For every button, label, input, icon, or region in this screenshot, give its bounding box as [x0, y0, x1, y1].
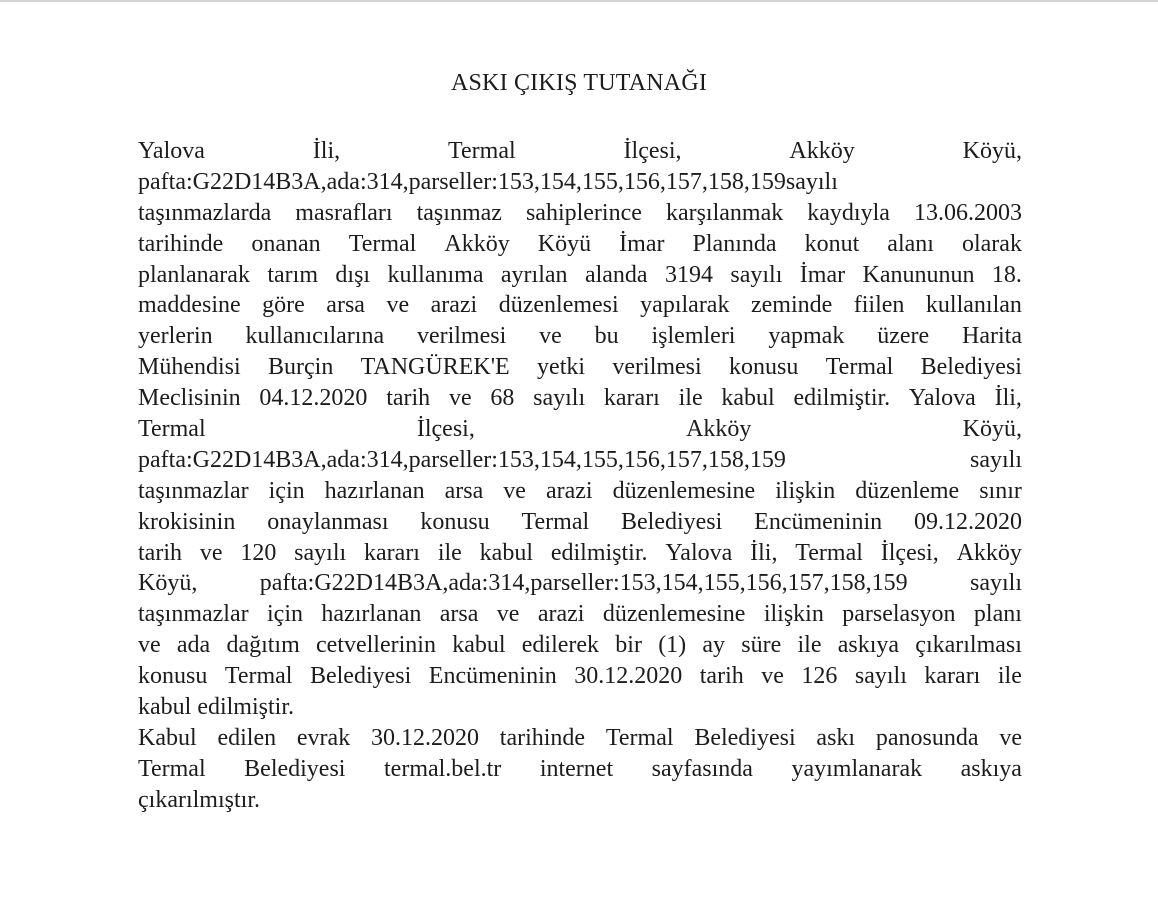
- document-word: ile: [997, 663, 1022, 690]
- document-word: yetki: [537, 354, 586, 381]
- document-word: Belediyesi: [309, 663, 412, 690]
- document-word: çıkarılması: [915, 632, 1022, 659]
- document-word: ve: [448, 385, 472, 412]
- document-word: arsa: [326, 292, 365, 319]
- document-word: yayımlanarak: [791, 755, 923, 782]
- document-word: bu: [594, 323, 619, 350]
- document-word: sayılı: [294, 539, 347, 566]
- document-word: için: [267, 601, 304, 628]
- document-word: tarih: [386, 385, 431, 412]
- document-word: tarihinde: [138, 230, 224, 257]
- document-word: Termal: [825, 354, 894, 381]
- document-word: hazırlanan: [321, 601, 422, 628]
- document-word: Belediyesi: [920, 354, 1022, 381]
- document-line: [138, 445, 1022, 476]
- document-word: 09.12.2020: [913, 508, 1022, 535]
- document-word: İmar: [619, 230, 665, 257]
- document-word: parselasyon: [842, 601, 956, 628]
- document-word: fiilen: [853, 292, 905, 319]
- document-word: Yalova: [665, 539, 733, 566]
- document-word: Meclisinin: [138, 385, 241, 412]
- document-line: [138, 198, 1022, 229]
- document-line: [138, 476, 1022, 507]
- document-word: ve: [386, 292, 410, 319]
- document-word: Akköy: [444, 230, 510, 257]
- document-line: kabul edilmiştir.: [138, 694, 294, 721]
- document-word: ve: [999, 724, 1022, 751]
- document-word: Akköy: [789, 138, 855, 164]
- document-line: [138, 723, 1022, 754]
- document-word: 04.12.2020: [259, 385, 368, 412]
- document-word: Kabul: [138, 724, 197, 751]
- document-word: Encümeninin: [428, 663, 557, 690]
- document-word: sayılı: [970, 446, 1022, 473]
- document-word: kabul: [721, 385, 775, 412]
- document-word: İlçesi,: [623, 138, 682, 164]
- document-word: İli,: [750, 539, 778, 566]
- document-line: [138, 290, 1022, 321]
- document-word: konusu: [138, 663, 208, 690]
- document-word: termal.bel.tr: [384, 755, 502, 782]
- document-word: Belediyesi: [694, 724, 796, 751]
- document-word: taşınmazlar: [138, 601, 249, 628]
- document-word: ve: [539, 323, 562, 350]
- document-word: İli,: [312, 138, 341, 164]
- document-word: göre: [262, 292, 305, 319]
- document-line: [138, 661, 1022, 692]
- document-line: [138, 754, 1022, 785]
- document-line: [138, 229, 1022, 260]
- document-word: Köyü,: [962, 138, 1022, 164]
- document-line: [138, 321, 1022, 352]
- document-word: ayrılan: [500, 261, 568, 288]
- document-word: askıya: [837, 632, 900, 659]
- document-word: dağıtım: [226, 632, 300, 659]
- document-word: panosunda: [875, 724, 979, 751]
- document-word: edilmiştir.: [550, 539, 648, 566]
- document-word: internet: [539, 755, 614, 782]
- document-line: [138, 136, 1022, 167]
- document-word: Yalova: [138, 138, 205, 164]
- document-word: Kanununun: [862, 261, 975, 288]
- document-line: [138, 599, 1022, 630]
- document-word: sayılı: [533, 385, 586, 412]
- document-word: askı: [816, 724, 856, 751]
- document-word: sayılı: [730, 261, 783, 288]
- document-word: 18.: [991, 261, 1022, 288]
- document-word: alanı: [887, 230, 934, 257]
- document-word: düzenlemesine: [612, 477, 756, 504]
- document-word: İlçesi,: [880, 539, 939, 566]
- document-word: edilen: [217, 724, 277, 751]
- document-word: hazırlanan: [324, 477, 425, 504]
- document-word: edilmiştir.: [793, 385, 891, 412]
- document-word: sınır: [979, 477, 1022, 504]
- document-word: arazi: [537, 601, 585, 628]
- document-word: Encümeninin: [754, 508, 883, 535]
- document-word: için: [268, 477, 305, 504]
- document-word: (1): [658, 632, 687, 659]
- document-word: arazi: [545, 477, 593, 504]
- document-word: zeminde: [750, 292, 833, 319]
- document-word: taşınmazlar: [138, 477, 249, 504]
- document-word: karşılanmak: [665, 199, 784, 226]
- document-line: [138, 568, 1022, 599]
- document-word: Termal: [348, 230, 417, 257]
- document-word: işlemleri: [651, 323, 736, 350]
- document-word: sayılı: [970, 570, 1022, 597]
- document-word: 3194: [664, 261, 713, 288]
- document-word: planı: [973, 601, 1022, 628]
- document-line: [138, 630, 1022, 661]
- document-word: sayfasında: [651, 755, 753, 782]
- document-word: İmar: [799, 261, 846, 288]
- document-word: Termal: [138, 755, 206, 782]
- document-word: dışı: [335, 261, 371, 288]
- document-word: tarih: [699, 663, 744, 690]
- document-word: edilerek: [521, 632, 600, 659]
- document-word: İlçesi,: [416, 416, 475, 443]
- document-word: pafta:G22D14B3A,ada:314,parseller:153,154,155,156,157,158,159: [259, 570, 908, 597]
- document-word: ilişkin: [763, 601, 824, 628]
- document-word: Akköy: [956, 539, 1022, 566]
- document-word: Belediyesi: [244, 755, 346, 782]
- document-word: onanan: [251, 230, 321, 257]
- document-word: ile: [437, 539, 462, 566]
- document-word: konut: [804, 230, 860, 257]
- document-word: Burçin: [268, 354, 334, 381]
- document-word: üzere: [877, 323, 930, 350]
- document-word: arsa: [444, 477, 484, 504]
- document-word: Belediyesi: [621, 508, 723, 535]
- document-word: ilişkin: [775, 477, 836, 504]
- document-word: ay: [702, 632, 726, 659]
- document-word: ile: [678, 385, 703, 412]
- document-word: tarih: [138, 539, 182, 566]
- document-word: kabul: [479, 539, 533, 566]
- document-word: 30.12.2020: [370, 724, 479, 751]
- document-word: TANGÜREK'E: [360, 354, 510, 381]
- document-word: askıya: [960, 755, 1022, 782]
- document-line: [138, 414, 1022, 445]
- document-word: bir: [615, 632, 642, 659]
- document-word: arazi: [430, 292, 478, 319]
- document-word: taşınmaz: [416, 199, 502, 226]
- document-word: düzenleme: [855, 477, 960, 504]
- document-line: [138, 167, 1022, 198]
- document-word: olarak: [961, 230, 1022, 257]
- document-word: Köyü: [537, 230, 592, 257]
- document-word: planlanarak: [138, 261, 250, 288]
- document-word: Mühendisi: [138, 354, 241, 381]
- document-word: pafta:G22D14B3A,ada:314,parseller:153,154,155,156,157,158,159sayılı: [138, 168, 838, 195]
- document-word: Harita: [962, 323, 1022, 350]
- document-word: evrak: [296, 724, 351, 751]
- document-word: 30.12.2020: [574, 663, 683, 690]
- document-word: Planında: [692, 230, 777, 257]
- document-word: konusu: [729, 354, 799, 381]
- document-word: ve: [496, 601, 520, 628]
- top-border-rule: [0, 0, 1158, 2]
- document-word: Akköy: [686, 416, 752, 443]
- document-word: sahiplerince: [525, 199, 642, 226]
- document-word: Termal: [795, 539, 863, 566]
- document-word: arsa: [439, 601, 479, 628]
- document-line: [138, 260, 1022, 291]
- document-word: sayılı: [854, 663, 907, 690]
- document-word: 68: [490, 385, 515, 412]
- document-line: [138, 538, 1022, 569]
- document-word: Termal: [521, 508, 590, 535]
- document-word: Yalova: [908, 385, 976, 412]
- document-word: düzenlemesine: [602, 601, 746, 628]
- document-word: Köyü,: [138, 570, 198, 597]
- document-word: süre: [741, 632, 782, 659]
- document-word: tarım: [267, 261, 318, 288]
- document-word: konusu: [420, 508, 490, 535]
- document-word: ve: [199, 539, 223, 566]
- document-word: Köyü,: [962, 416, 1022, 443]
- document-word: Termal: [605, 724, 674, 751]
- document-word: 120: [240, 539, 277, 566]
- document-word: krokisinin: [138, 508, 236, 535]
- document-line: çıkarılmıştır.: [138, 786, 260, 813]
- document-word: kullanılan: [925, 292, 1022, 319]
- document-word: ve: [761, 663, 784, 690]
- document-word: Termal: [138, 416, 206, 443]
- document-word: ve: [503, 477, 526, 504]
- document-word: yapmak: [768, 323, 845, 350]
- document-line: [138, 352, 1022, 383]
- document-word: kullanıma: [387, 261, 484, 288]
- document-word: pafta:G22D14B3A,ada:314,parseller:153,154,155,156,157,158,159: [138, 446, 786, 473]
- document-word: kararı: [924, 663, 981, 690]
- document-word: ada: [176, 632, 211, 659]
- document-word: kararı: [364, 539, 420, 566]
- document-word: onaylanması: [267, 508, 389, 535]
- document-word: düzenlemesi: [498, 292, 619, 319]
- document-word: İli,: [994, 385, 1022, 412]
- document-word: 13.06.2003: [913, 199, 1022, 226]
- document-word: kaydıyla: [807, 199, 890, 226]
- document-word: verilmesi: [416, 323, 507, 350]
- document-word: maddesine: [138, 292, 241, 319]
- document-word: yapılarak: [640, 292, 730, 319]
- document-word: kabul: [452, 632, 506, 659]
- document-word: 126: [801, 663, 838, 690]
- document-word: Termal: [448, 138, 516, 164]
- document-word: cetvellerinin: [316, 632, 436, 659]
- document-line: [138, 383, 1022, 414]
- document-word: kullanıcılarına: [245, 323, 385, 350]
- document-line: [138, 507, 1022, 538]
- document-word: yerlerin: [138, 323, 213, 350]
- document-title: ASKI ÇIKIŞ TUTANAĞI: [450, 70, 708, 96]
- document-body: [138, 136, 1022, 816]
- document-word: ve: [138, 632, 161, 659]
- document-word: kararı: [603, 385, 660, 412]
- document-word: masrafları: [295, 199, 393, 226]
- document-word: taşınmazlarda: [138, 199, 272, 226]
- document-word: Termal: [224, 663, 293, 690]
- document-word: tarihinde: [499, 724, 586, 751]
- document-word: alanda: [584, 261, 648, 288]
- document-word: ile: [797, 632, 822, 659]
- document-word: verilmesi: [612, 354, 702, 381]
